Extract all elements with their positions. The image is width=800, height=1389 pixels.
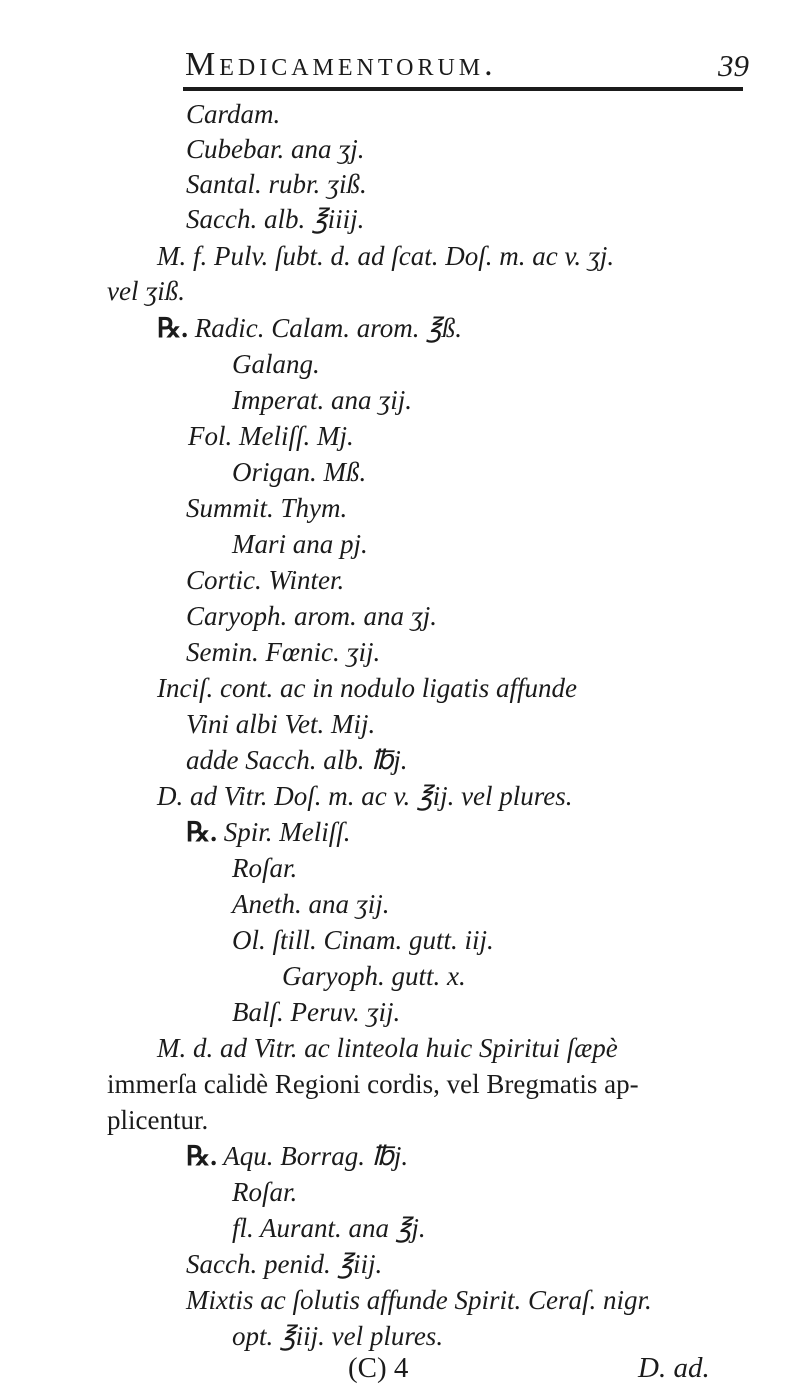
text-line: Cardam. — [186, 99, 281, 129]
text-line: opt. ℥iij. vel plures. — [232, 1321, 444, 1351]
page-header — [0, 46, 800, 90]
text-line: Aneth. ana ʒij. — [232, 889, 390, 919]
text-line: Vini albi Vet. Mij. — [186, 709, 376, 739]
text-line: Semin. Fœnic. ʒij. — [186, 637, 381, 667]
text-line: Mixtis ac ſolutis affunde Spirit. Ceraſ. nigr. — [186, 1285, 652, 1315]
text-line: vel ʒiß. — [107, 276, 185, 306]
text-line: Roſar. — [232, 1177, 298, 1207]
recipe-symbol: ℞. — [186, 817, 217, 847]
header-rule — [183, 87, 743, 91]
text-line: M. f. Pulv. ſubt. d. ad ſcat. Doſ. m. ac v. ʒj. — [157, 241, 615, 271]
signature-mark: (C) 4 — [348, 1352, 409, 1384]
text-line: Galang. — [232, 349, 320, 379]
text-line: Inciſ. cont. ac in nodulo ligatis affunde — [157, 673, 577, 703]
recipe-ingredient: Spir. Meliſſ. — [223, 817, 351, 847]
recipe-ingredient: Aqu. Borrag. ℔j. — [223, 1141, 409, 1171]
page-number: 39 — [718, 48, 749, 83]
text-line: Imperat. ana ʒij. — [232, 385, 412, 415]
text-line: Garyoph. gutt. x. — [282, 961, 466, 991]
catchword: D. ad. — [638, 1352, 710, 1384]
text-line: D. ad Vitr. Doſ. m. ac v. ℥ij. vel plures. — [157, 781, 573, 811]
text-line: Summit. Thym. — [186, 493, 348, 523]
text-line: Santal. rubr. ʒiß. — [186, 169, 367, 199]
text-line: Cubebar. ana ʒj. — [186, 134, 365, 164]
recipe-line — [157, 312, 462, 344]
text-line: Mari ana pj. — [232, 529, 368, 559]
text-line: plicentur. — [107, 1105, 209, 1135]
text-line: Caryoph. arom. ana ʒj. — [186, 601, 437, 631]
text-line: Roſar. — [232, 853, 298, 883]
text-line: Balſ. Peruv. ʒij. — [232, 997, 401, 1027]
text-line: Sacch. penid. ℥iij. — [186, 1249, 383, 1279]
recipe-line — [186, 816, 350, 848]
text-line: Sacch. alb. ℥iiij. — [186, 204, 365, 234]
recipe-ingredient: Radic. Calam. arom. ℥ß. — [194, 313, 463, 343]
text-line: Origan. Mß. — [232, 457, 367, 487]
recipe-symbol: ℞. — [186, 1141, 217, 1171]
text-line: Ol. ſtill. Cinam. gutt. iij. — [232, 925, 494, 955]
recipe-line — [186, 1140, 408, 1172]
text-line: M. d. ad Vitr. ac linteola huic Spiritui ſæpè — [157, 1033, 618, 1063]
text-line: Cortic. Winter. — [186, 565, 345, 595]
text-line: immerſa calidè Regioni cordis, vel Bregmatis ap- — [107, 1069, 639, 1099]
text-line: Fol. Meliſſ. Mj. — [188, 421, 354, 451]
text-line: fl. Aurant. ana ℥j. — [232, 1213, 426, 1243]
recipe-symbol: ℞. — [157, 313, 188, 343]
text-line: adde Sacch. alb. ℔j. — [186, 745, 408, 775]
running-title: Medicamentorum. — [185, 46, 497, 83]
